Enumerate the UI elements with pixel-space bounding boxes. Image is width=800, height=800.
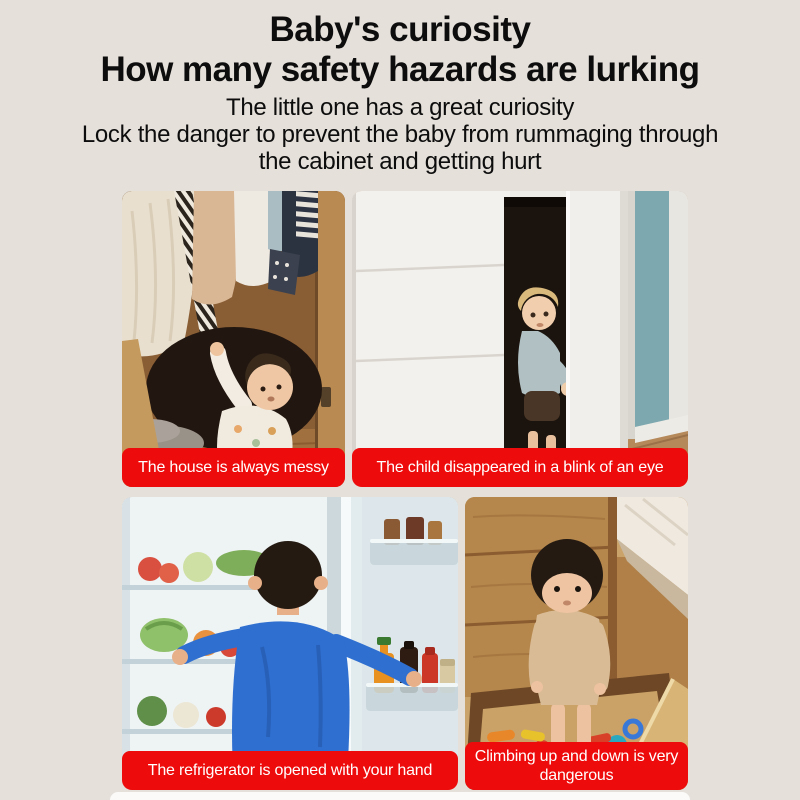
cabinet-photo xyxy=(352,191,688,487)
photo-card-closet xyxy=(122,191,345,487)
photo-card-fridge xyxy=(122,497,458,790)
caption-closet: The house is always messy xyxy=(122,448,345,487)
header-section xyxy=(0,10,800,175)
fridge-photo xyxy=(122,497,458,790)
subtitle-line-3: the cabinet and getting hurt xyxy=(258,148,542,175)
title-line-1: Baby's curiosity xyxy=(269,10,531,49)
next-section-edge xyxy=(110,792,690,800)
photo-card-cabinet xyxy=(352,191,688,487)
subtitle-line-1: The little one has a great curiosity xyxy=(225,94,575,121)
caption-fridge: The refrigerator is opened with your hand xyxy=(122,751,458,790)
closet-photo xyxy=(122,191,345,487)
caption-drawer: Climbing up and down is very dangerous xyxy=(465,742,688,790)
subtitle-line-2: Lock the danger to prevent the baby from rummaging through xyxy=(81,121,719,148)
photo-card-drawer xyxy=(465,497,688,790)
caption-cabinet: The child disappeared in a blink of an eye xyxy=(352,448,688,487)
title-line-2: How many safety hazards are lurking xyxy=(100,50,700,89)
